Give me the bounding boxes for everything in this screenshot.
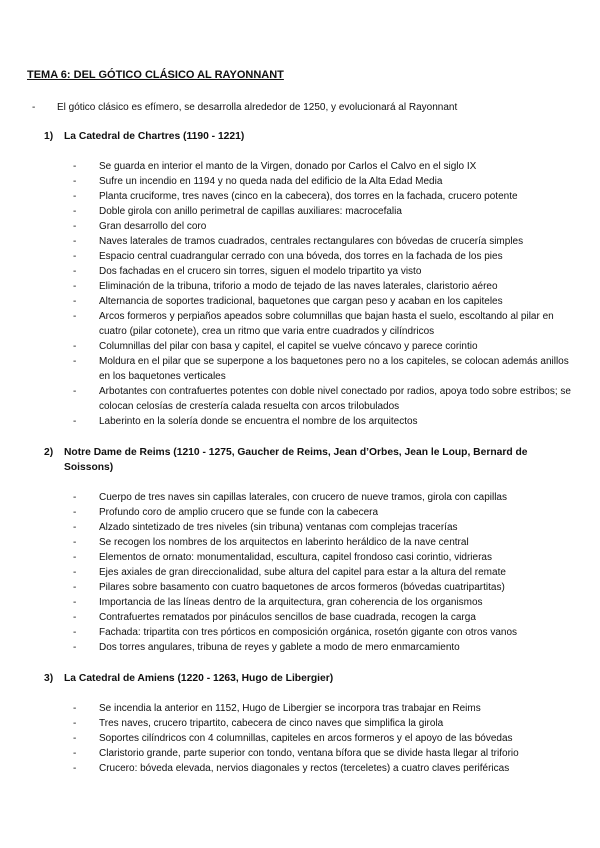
section-heading-2 — [27, 445, 576, 475]
bullet-dash: - — [73, 221, 77, 232]
list-item — [73, 249, 576, 264]
list-item — [73, 354, 576, 384]
list-item — [73, 234, 576, 249]
section-heading-text: La Catedral de Chartres (1190 - 1221) — [64, 131, 245, 142]
bullet-dash: - — [73, 236, 77, 247]
sections-container — [27, 129, 576, 776]
list-item — [73, 716, 576, 731]
list-item-text: Tres naves, crucero tripartito, cabecera de cinco naves que simplifica la girola — [99, 718, 444, 729]
bullet-dash: - — [73, 582, 77, 593]
list-item — [73, 746, 576, 761]
bullet-dash: - — [73, 522, 77, 533]
bullet-dash: - — [73, 703, 77, 714]
section-number: 3) — [44, 673, 54, 684]
list-item — [73, 610, 576, 625]
bullet-dash: - — [73, 567, 77, 578]
list-item-text: Moldura en el pilar que se superpone a los baquetones pero no a los capiteles, se colocan además anillos en los baquetones verticales — [99, 356, 569, 382]
list-item — [73, 174, 576, 189]
bullet-dash: - — [73, 507, 77, 518]
list-item — [73, 189, 576, 204]
bullet-dash: - — [73, 176, 77, 187]
bullet-dash: - — [73, 763, 77, 774]
bullet-dash: - — [73, 597, 77, 608]
list-item-text: Crucero: bóveda elevada, nervios diagonales y rectos (terceletes) a cuatro claves periféricas — [99, 763, 510, 774]
list-item — [73, 294, 576, 309]
bullet-dash: - — [73, 537, 77, 548]
bullet-dash: - — [73, 748, 77, 759]
list-item-text: Naves laterales de tramos cuadrados, centrales rectangulares con bóvedas de crucería simples — [99, 236, 524, 247]
list-item — [73, 731, 576, 746]
list-item — [73, 505, 576, 520]
bullet-dash: - — [73, 386, 77, 397]
list-item — [73, 159, 576, 174]
list-item-text: Ejes axiales de gran direccionalidad, sube altura del capitel para estar a la altura del remate — [99, 567, 506, 578]
list-item — [73, 565, 576, 580]
bullet-dash: - — [73, 266, 77, 277]
list-item — [73, 309, 576, 339]
bullet-dash: - — [32, 102, 36, 113]
list-item — [73, 339, 576, 354]
list-item — [73, 640, 576, 655]
bullet-dash: - — [73, 191, 77, 202]
bullet-dash: - — [73, 341, 77, 352]
bullet-dash: - — [73, 356, 77, 367]
list-item — [73, 520, 576, 535]
bullet-dash: - — [73, 552, 77, 563]
list-item-text: Planta cruciforme, tres naves (cinco en la cabecera), dos torres en la fachada, crucero potente — [99, 191, 518, 202]
list-item-text: Gran desarrollo del coro — [99, 221, 207, 232]
list-item-text: Arbotantes con contrafuertes potentes con doble nivel conectado por radios, apoya todo sobre estribos; se colocan celosías de crestería calada resuelta con arcos trilobulados — [99, 386, 571, 412]
list-item — [73, 595, 576, 610]
bullet-dash: - — [73, 627, 77, 638]
list-item-text: Importancia de las líneas dentro de la arquitectura, gran coherencia de los organismos — [99, 597, 483, 608]
section-list-2 — [27, 490, 576, 655]
list-item-text: Elementos de ornato: monumentalidad, escultura, capitel frondoso casi corintio, vidrieras — [99, 552, 492, 563]
bullet-dash: - — [73, 733, 77, 744]
list-item — [73, 264, 576, 279]
list-item-text: Se incendia la anterior en 1152, Hugo de Libergier se incorpora tras trabajar en Reims — [99, 703, 481, 714]
bullet-dash: - — [73, 296, 77, 307]
list-item-text: Se guarda en interior el manto de la Virgen, donado por Carlos el Calvo en el siglo IX — [99, 161, 477, 172]
list-item — [73, 625, 576, 640]
section-heading-3 — [27, 671, 576, 686]
list-item-text: Profundo coro de amplio crucero que se funde con la cabecera — [99, 507, 379, 518]
list-item-text: Eliminación de la tribuna, triforio a modo de tejado de las naves laterales, claristorio aéreo — [99, 281, 498, 292]
list-item-text: Columnillas del pilar con basa y capitel, el capitel se vuelve cóncavo y parece corintio — [99, 341, 478, 352]
bullet-dash: - — [73, 416, 77, 427]
section-list-3 — [27, 701, 576, 776]
list-item-text: Contrafuertes rematados por pináculos sencillos de base cuadrada, recogen la carga — [99, 612, 476, 623]
bullet-dash: - — [73, 718, 77, 729]
section-list-1 — [27, 159, 576, 429]
list-item — [73, 204, 576, 219]
list-item-text: Soportes cilíndricos con 4 columnillas, capiteles en arcos formeros y el apoyo de las bóvedas — [99, 733, 513, 744]
list-item-text: Claristorio grande, parte superior con tondo, ventana bífora que se divide hasta llegar al triforio — [99, 748, 519, 759]
intro-text: El gótico clásico es efímero, se desarrolla alrededor de 1250, y evolucionará al Rayonnant — [57, 102, 458, 113]
list-item-text: Fachada: tripartita con tres pórticos en composición orgánica, rosetón gigante con otros vanos — [99, 627, 518, 638]
list-item — [73, 219, 576, 234]
list-item — [73, 550, 576, 565]
section-number: 1) — [44, 131, 54, 142]
list-item-text: Pilares sobre basamento con cuatro baquetones de arcos formeros (bóvedas cuatripartitas) — [99, 582, 505, 593]
bullet-dash: - — [73, 311, 77, 322]
bullet-dash: - — [73, 642, 77, 653]
list-item-text: Cuerpo de tres naves sin capillas laterales, con crucero de nueve tramos, girola con capillas — [99, 492, 507, 503]
section-number: 2) — [44, 447, 54, 458]
bullet-dash: - — [73, 251, 77, 262]
list-item — [73, 279, 576, 294]
list-item — [73, 490, 576, 505]
list-item-text: Sufre un incendio en 1194 y no queda nada del edificio de la Alta Edad Media — [99, 176, 443, 187]
bullet-dash: - — [73, 492, 77, 503]
list-item-text: Laberinto en la solería donde se encuentra el nombre de los arquitectos — [99, 416, 418, 427]
list-item — [73, 535, 576, 550]
intro-item — [27, 100, 576, 115]
list-item — [73, 761, 576, 776]
section-heading-text: Notre Dame de Reims (1210 - 1275, Gaucher de Reims, Jean d’Orbes, Jean le Loup, Bernard de Soissons) — [64, 447, 528, 473]
bullet-dash: - — [73, 161, 77, 172]
document-title: TEMA 6: DEL GÓTICO CLÁSICO AL RAYONNANT — [27, 69, 284, 81]
bullet-dash: - — [73, 281, 77, 292]
list-item — [73, 384, 576, 414]
list-item-text: Se recogen los nombres de los arquitectos en laberinto heráldico de la nave central — [99, 537, 469, 548]
list-item-text: Arcos formeros y perpiaños apeados sobre columnillas que bajan hasta el suelo, escoltando al pilar en cuatro (pilar cotonete), crea un ritmo que varia entre cuadrados y cilíndricos — [99, 311, 554, 337]
section-heading-1 — [27, 129, 576, 144]
bullet-dash: - — [73, 612, 77, 623]
bullet-dash: - — [73, 206, 77, 217]
list-item-text: Alternancia de soportes tradicional, baquetones que cargan peso y acaban en los capiteles — [99, 296, 503, 307]
list-item-text: Doble girola con anillo perimetral de capillas auxiliares: macrocefalia — [99, 206, 402, 217]
section-heading-text: La Catedral de Amiens (1220 - 1263, Hugo de Libergier) — [64, 673, 334, 684]
list-item — [73, 414, 576, 429]
list-item — [73, 580, 576, 595]
list-item-text: Alzado sintetizado de tres niveles (sin tribuna) ventanas com complejas tracerías — [99, 522, 458, 533]
list-item-text: Dos torres angulares, tribuna de reyes y gablete a modo de mero enmarcamiento — [99, 642, 460, 653]
list-item — [73, 701, 576, 716]
list-item-text: Espacio central cuadrangular cerrado con una bóveda, dos torres en la fachada de los pies — [99, 251, 503, 262]
list-item-text: Dos fachadas en el crucero sin torres, siguen el modelo tripartito ya visto — [99, 266, 422, 277]
